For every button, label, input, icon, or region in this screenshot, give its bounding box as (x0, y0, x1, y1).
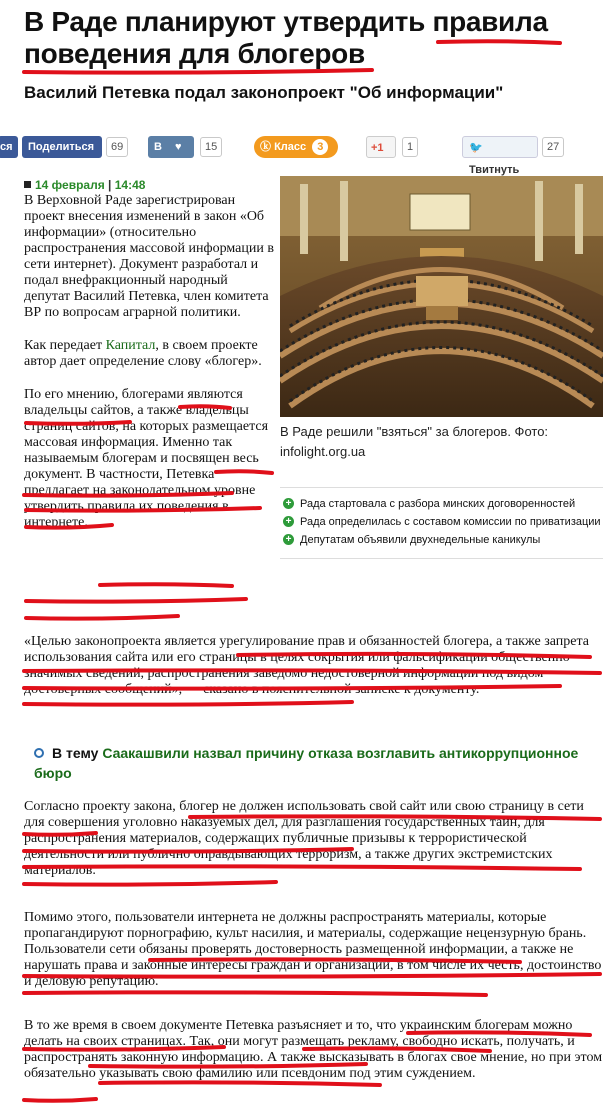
odnoklassniki-icon: ⓚ (260, 141, 271, 153)
plus-icon: + (283, 498, 294, 509)
article-time: 14:48 (114, 178, 146, 192)
article-dateline (24, 178, 145, 192)
in-theme-label: В тему (52, 745, 99, 761)
lead-paragraph-1: В Верховной Раде зарегистрирован проект внесения изменений в закон «Об информации» (относительно распространения массовой информации в сети интернет). Документ разработал и подал внефракционный народный депутат Василий Петевка, член комитета ВР по вопросам аграрной политики. (24, 193, 274, 320)
twitter-bird-icon: 🐦 (469, 142, 483, 154)
annotation-underline (24, 992, 486, 995)
source-link-kapital[interactable]: Капитал (105, 338, 156, 353)
ok-class-label: Класс (274, 141, 307, 153)
heart-icon: ♥ (175, 141, 182, 153)
vk-logo-icon: В (154, 141, 162, 153)
vk-share-button[interactable] (148, 136, 194, 158)
in-theme-link[interactable]: Саакашвили назвал причину отказа возглавить антикоррупционное бюро (34, 745, 579, 781)
annotation-underline (100, 1082, 380, 1085)
body-paragraph-2: Помимо этого, пользователи интернета не должны распространять материалы, которые пропагандируют порнографию, культ насилия, и материалы, содержащие нецензурную брань. Пользователи сети обязаны проверять достоверность размещенной информации, а также не нарушать права и законные интересы граждан и организации, в том числе их честь, достоинство и деловую репутацию. (24, 910, 602, 989)
related-news-list (280, 487, 603, 559)
body-paragraph-1: Согласно проекту закона, блогер не должен использовать свой сайт или свою страницу в сети для совершения уголовно наказуемых дел, для разглашения государственных тайн, для распространения материалов, содержащих публичные призывы к террористической деятельности или публично оправдывающих терроризм, а также других экстремистских материалов. (24, 799, 584, 878)
related-news-item[interactable] (280, 496, 603, 512)
annotation-underline (26, 616, 178, 619)
body-paragraph-3: В то же время в своем документе Петевка разъясняет и то, что украинским блогерам можно делать на своих страницах. Так, они могут размещать рекламу, свободно искать, получать, и распространять законную информацию. А также высказывать в блогах свое мнение, но при этом обязательно указывать свою фамилию или псевдоним под этим суждением. (24, 1018, 603, 1081)
annotation-underline (24, 702, 352, 705)
ring-bullet-icon (34, 748, 44, 758)
twitter-tweet-label: Твитнуть (469, 164, 520, 176)
twitter-tweet-count: 27 (542, 137, 564, 157)
annotation-underline (26, 599, 246, 602)
facebook-share-count: 69 (106, 137, 128, 157)
article-date: 14 февраля (35, 178, 105, 192)
lead-p2-text-after: , в своем проекте автор дает определение слову «блогер». (24, 338, 262, 369)
related-news-title: Рада стартовала с разбора минских договоренностей (300, 498, 576, 510)
article-subheadline: Василий Петевка подал законопроект "Об информации" (24, 83, 504, 102)
related-news-title: Депутатам объявили двухнедельные каникулы (300, 534, 541, 546)
lead-column (24, 193, 274, 548)
plus-icon: + (283, 534, 294, 545)
quote-paragraph: «Целью законопроекта является урегулирование прав и обязанностей блогера, а также запрета использования сайта или его страницы в целях сокрытия или фальсификации общественно значимых сведений, распространения заведомо недостоверной информации под видом достоверных сообщений», — сказано в пояснительной записке к документу. (24, 634, 589, 697)
facebook-like-button[interactable]: ся (0, 136, 18, 158)
article-photo[interactable] (280, 176, 603, 417)
google-plus-button[interactable]: +1 (366, 136, 396, 158)
photo-caption: В Раде решили "взяться" за блогеров. Фото: infolight.org.ua (280, 424, 549, 459)
plus-icon: + (283, 516, 294, 527)
annotation-underline (24, 70, 372, 73)
annotation-underline (100, 584, 232, 586)
vk-share-count: 15 (200, 137, 222, 157)
twitter-tweet-button[interactable] (462, 136, 538, 176)
facebook-share-button[interactable]: Поделиться (22, 136, 102, 158)
related-news-item[interactable] (280, 514, 603, 530)
annotation-underline (24, 1099, 96, 1101)
annotation-underline (24, 882, 276, 885)
lead-paragraph-3: По его мнению, блогерами являются владельцы сайтов, а также владельцы страниц сайтов, на которых размещается массовая информация. Именно так называемым блогерам и посвящен весь документ. В частности, Петевка предлагает на законодательном уровне утвердить правила их поведения в интернете. (24, 387, 269, 530)
google-plus-count: 1 (402, 137, 418, 157)
lead-paragraph-2 (24, 338, 274, 370)
article-headline: В Раде планируют утвердить правила поведения для блогеров (24, 6, 548, 69)
share-bar (0, 136, 612, 176)
ok-class-count: 3 (312, 139, 328, 155)
in-theme-block (34, 743, 604, 783)
date-separator: | (104, 178, 115, 192)
related-news-title: Рада определилась с составом комиссии по приватизации (300, 516, 601, 528)
ok-class-button[interactable] (254, 136, 338, 158)
lead-p2-text: Как передает (24, 338, 106, 353)
bullet-square-icon (24, 181, 31, 188)
parliament-hall-image (280, 176, 603, 417)
related-news-item[interactable] (280, 532, 603, 548)
